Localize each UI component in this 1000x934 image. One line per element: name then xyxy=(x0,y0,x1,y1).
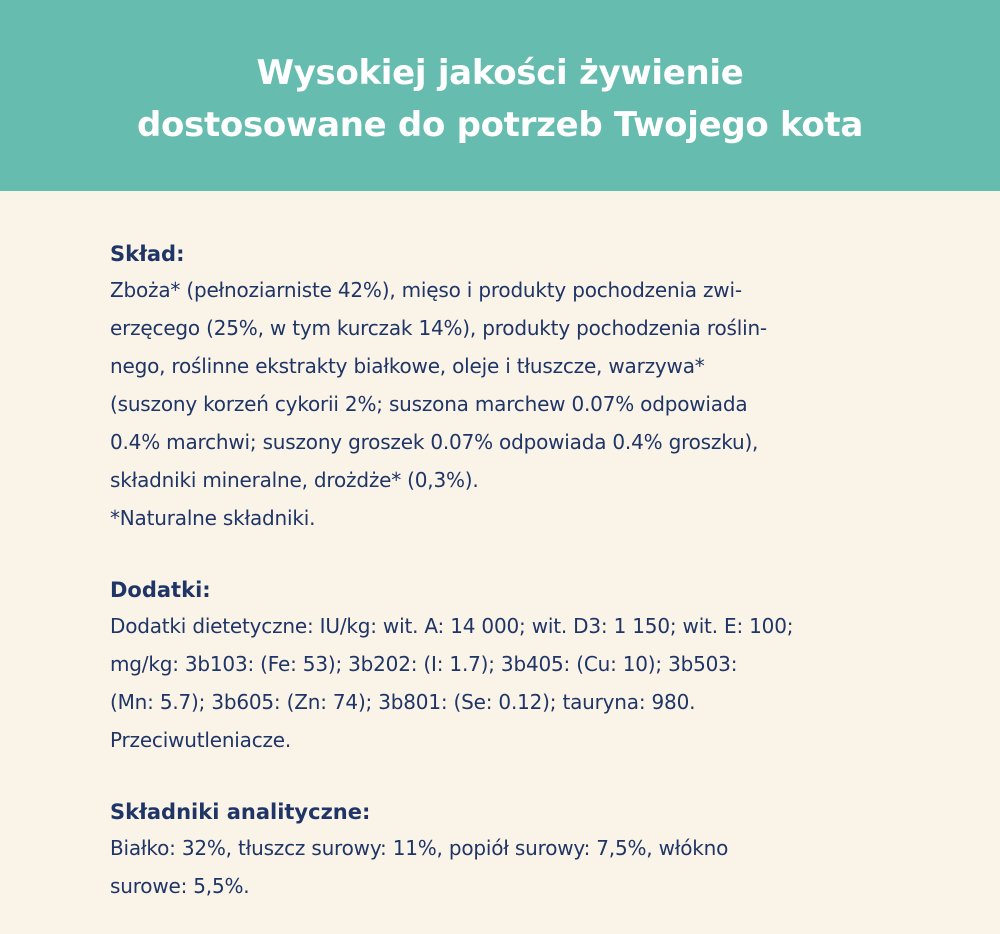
section-text-line: surowe: 5,5%. xyxy=(110,874,250,898)
section-text-line: Dodatki dietetyczne: IU/kg: wit. A: 14 000; wit. D3: 1 150; wit. E: 100; xyxy=(110,614,794,638)
section-text-line: mg/kg: 3b103: (Fe: 53); 3b202: (I: 1.7); 3b405: (Cu: 10); 3b503: xyxy=(110,652,738,676)
page-title-line-1: Wysokiej jakości żywienie xyxy=(256,52,744,93)
section-text-line: Przeciwutleniacze. xyxy=(110,728,292,752)
section-composition xyxy=(110,237,890,537)
section-analytical xyxy=(110,795,890,905)
section-title: Dodatki: xyxy=(110,578,211,602)
section-additives xyxy=(110,573,890,759)
section-title: Składniki analityczne: xyxy=(110,800,371,824)
section-text-line: Białko: 32%, tłuszcz surowy: 11%, popiół surowy: 7,5%, włókno xyxy=(110,836,729,860)
section-text-line: erzęcego (25%, w tym kurczak 14%), produkty pochodzenia roślin- xyxy=(110,316,767,340)
section-text-line: 0.4% marchwi; suszony groszek 0.07% odpowiada 0.4% groszku), xyxy=(110,430,759,454)
section-text-line: nego, roślinne ekstrakty białkowe, oleje i tłuszcze, warzywa* xyxy=(110,354,705,378)
section-text-line: Zboża* (pełnoziarniste 42%), mięso i produkty pochodzenia zwi- xyxy=(110,278,742,302)
header-banner xyxy=(0,0,1000,191)
page-title-line-2: dostosowane do potrzeb Twojego kota xyxy=(136,104,864,145)
section-text-line: (suszony korzeń cykorii 2%; suszona marchew 0.07% odpowiada xyxy=(110,392,748,416)
content-area xyxy=(0,191,890,905)
section-title: Skład: xyxy=(110,242,185,266)
section-text-line: składniki mineralne, drożdże* (0,3%). xyxy=(110,468,479,492)
section-text-line: (Mn: 5.7); 3b605: (Zn: 74); 3b801: (Se: 0.12); tauryna: 980. xyxy=(110,690,696,714)
section-text-line: *Naturalne składniki. xyxy=(110,506,316,530)
